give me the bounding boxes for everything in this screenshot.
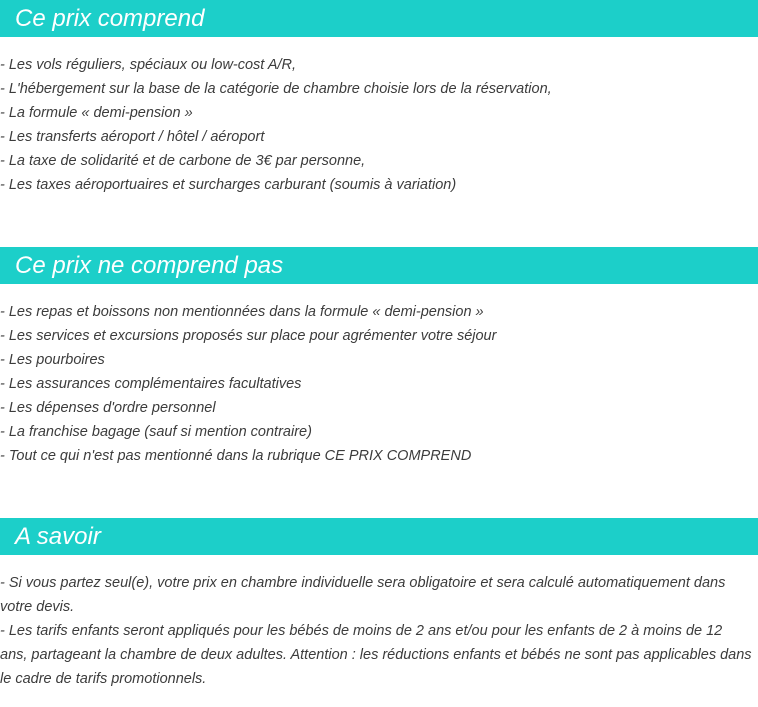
info-paragraph: - Si vous partez seul(e), votre prix en chambre individuelle sera obligatoire et sera calculé automatiquement dans votre devis. bbox=[0, 575, 726, 615]
info-paragraph: - Les tarifs enfants seront appliqués pour les bébés de moins de 2 ans et/ou pour les enfants de 2 à moins de 12 ans, partageant la chambre de deux adultes. Attention : les réductions enfants et bébés ne sont pas applicables dans le cadre de tarifs promotionnels. bbox=[0, 623, 752, 687]
excluded-list bbox=[0, 300, 758, 468]
list-item: - Les vols réguliers, spéciaux ou low-cost A/R, bbox=[0, 57, 297, 73]
list-item: - Les transferts aéroport / hôtel / aéroport bbox=[0, 129, 265, 145]
list-item: - La taxe de solidarité et de carbone de 3€ par personne, bbox=[0, 153, 366, 169]
list-item: - Les dépenses d'ordre personnel bbox=[0, 400, 216, 416]
list-item: - Les pourboires bbox=[0, 352, 105, 368]
list-item: - Les taxes aéroportuaires et surcharges carburant (soumis à variation) bbox=[0, 177, 457, 193]
list-item: - Les services et excursions proposés sur place pour agrémenter votre séjour bbox=[0, 328, 497, 344]
included-list bbox=[0, 53, 758, 197]
list-item: - Les repas et boissons non mentionnées dans la formule « demi-pension » bbox=[0, 304, 484, 320]
section-title-excluded: Ce prix ne comprend pas bbox=[15, 252, 284, 279]
list-item: - L'hébergement sur la base de la catégorie de chambre choisie lors de la réservation, bbox=[0, 81, 552, 97]
section-header-info bbox=[0, 518, 758, 555]
list-item: - La franchise bagage (sauf si mention contraire) bbox=[0, 424, 312, 440]
section-title-included: Ce prix comprend bbox=[15, 5, 205, 32]
section-header-excluded bbox=[0, 247, 758, 284]
section-title-info: A savoir bbox=[15, 523, 101, 550]
list-item: - Tout ce qui n'est pas mentionné dans la rubrique CE PRIX COMPREND bbox=[0, 448, 472, 464]
list-item: - Les assurances complémentaires facultatives bbox=[0, 376, 302, 392]
list-item: - La formule « demi-pension » bbox=[0, 105, 193, 121]
section-header-included bbox=[0, 0, 758, 37]
